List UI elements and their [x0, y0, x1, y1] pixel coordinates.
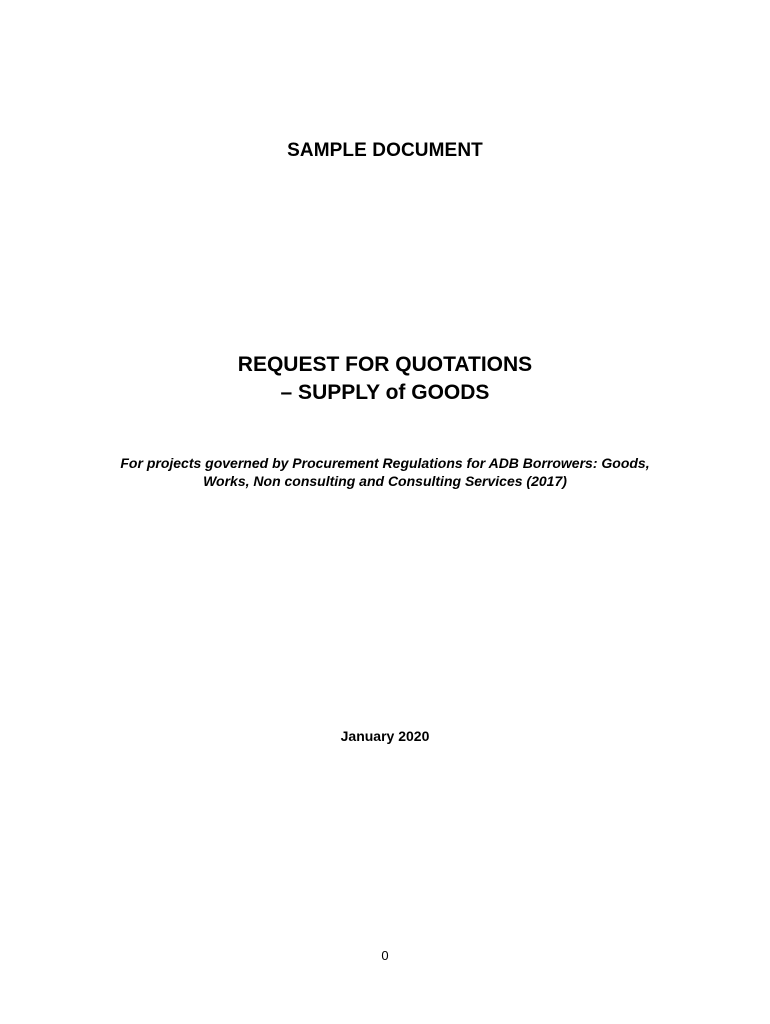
document-title-line-2: – SUPPLY of GOODS	[280, 381, 490, 404]
document-date: January 2020	[340, 728, 430, 744]
document-title-line-1: REQUEST FOR QUOTATIONS	[237, 353, 533, 376]
document-subtitle-line-2: Works, Non consulting and Consulting Services (2017)	[203, 473, 567, 489]
document-subtitle-line-1: For projects governed by Procurement Regulations for ADB Borrowers: Goods,	[120, 455, 650, 471]
page-number: 0	[381, 948, 389, 963]
sample-document-label: SAMPLE DOCUMENT	[287, 140, 483, 161]
